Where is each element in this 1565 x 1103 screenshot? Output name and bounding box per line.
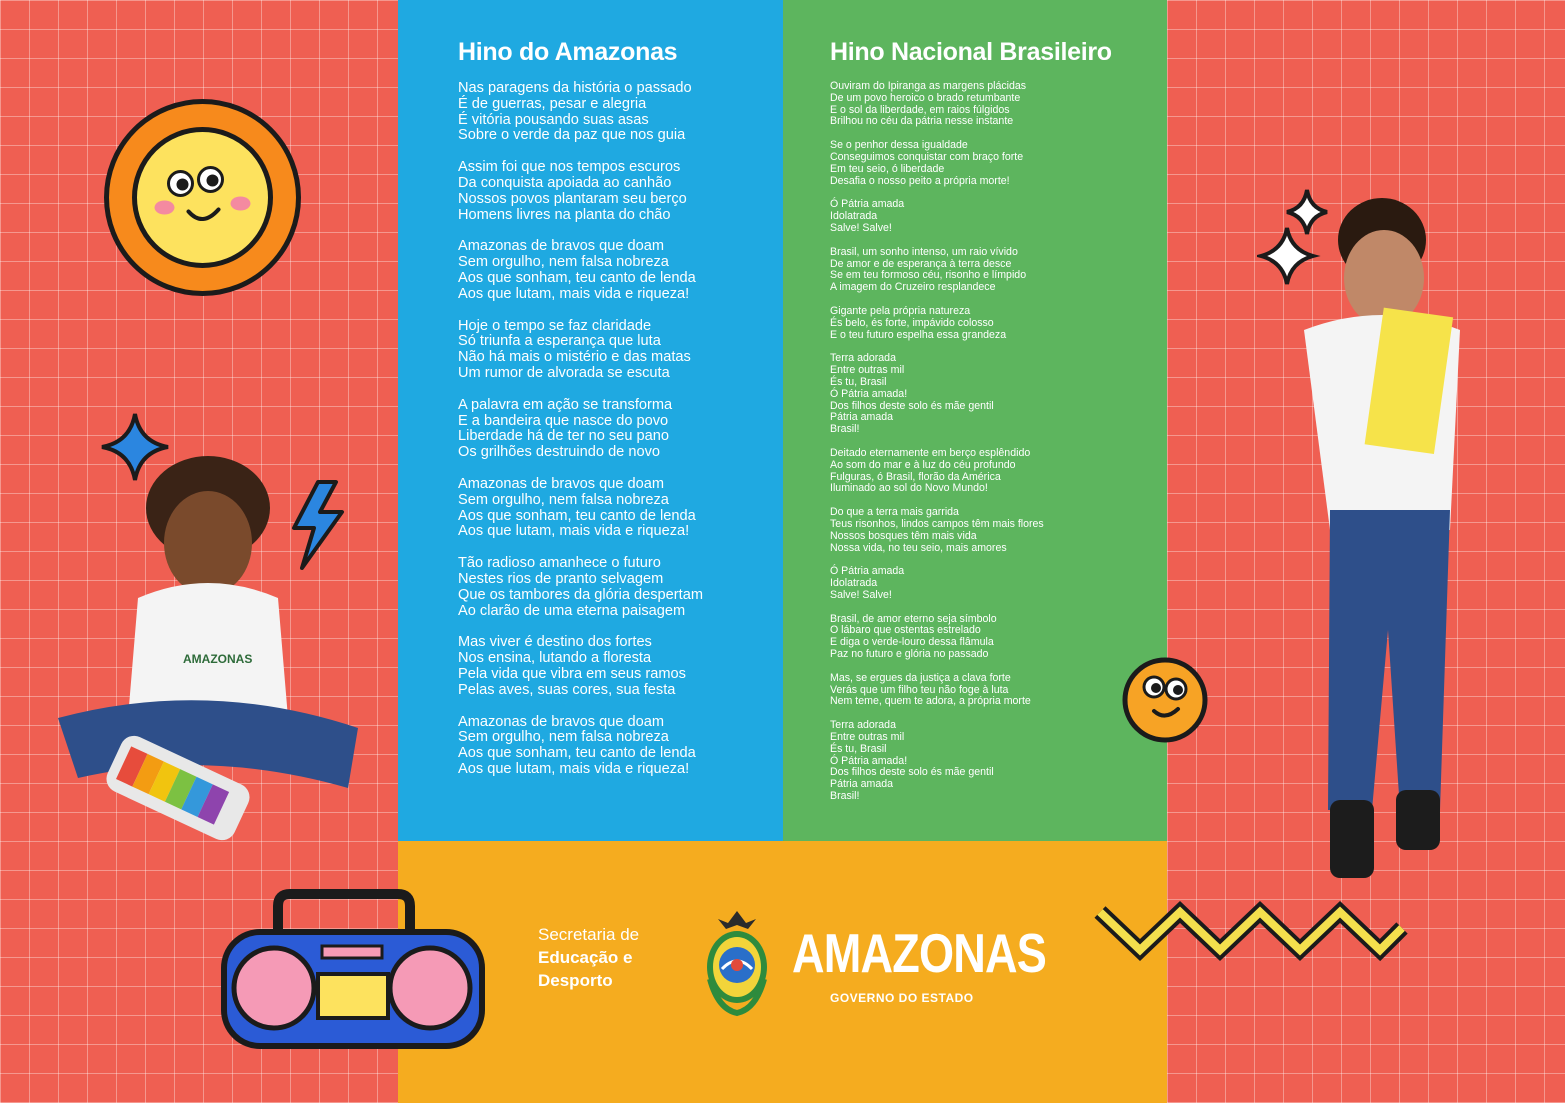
amazonas-brand: AMAZONAS	[792, 922, 1047, 984]
stanza	[458, 635, 783, 698]
lyric-line: Paz no futuro e glória no passado	[830, 648, 989, 661]
lyric-line: Nossos povos plantaram seu berço	[458, 190, 687, 207]
lyric-line: És belo, és forte, impávido colosso	[830, 316, 994, 329]
lyric-line: Aos que sonham, teu canto de lenda	[458, 507, 696, 524]
secretaria-line-2: Educação e	[538, 948, 633, 967]
lyric-line: Pelas aves, suas cores, sua festa	[458, 681, 676, 698]
lyric-line: Desafia o nosso peito a própria morte!	[830, 174, 1010, 187]
lyric-line: A palavra em ação se transforma	[458, 396, 673, 413]
lyric-line: Teus risonhos, lindos campos têm mais flores	[830, 517, 1044, 530]
lyric-line: Dos filhos deste solo és mãe gentil	[830, 766, 994, 779]
lyric-line: De amor e de esperança à terra desce	[830, 257, 1012, 270]
lyric-line: Os grilhões destruindo de novo	[458, 444, 661, 461]
lyric-line: Não há mais o mistério e das matas	[458, 349, 691, 366]
lyric-line: Ouviram do Ipiranga as margens plácidas	[830, 80, 1027, 92]
child-sitting-photo	[48, 448, 378, 908]
footer-band	[398, 841, 1167, 1103]
shirt-text: AMAZONAS	[183, 652, 253, 666]
lyric-line: És tu, Brasil	[830, 742, 887, 755]
lyric-line: Pátria amada	[830, 778, 894, 791]
lyric-line: Brasil, de amor eterno seja símbolo	[830, 612, 997, 625]
secretaria-line-1: Secretaria de	[538, 925, 640, 944]
lyric-line: Da conquista apoiada ao canhão	[458, 174, 672, 191]
lyric-line: Amazonas de bravos que doam	[458, 238, 665, 255]
lyric-line: Entre outras mil	[830, 364, 905, 377]
lyric-line: Fulguras, ó Brasil, florão da América	[830, 470, 1001, 483]
lyric-line: Sem orgulho, nem falsa nobreza	[458, 491, 669, 508]
lyric-line: E o teu futuro espelha essa grandeza	[830, 328, 1007, 341]
lyric-line: É vitória pousando suas asas	[458, 111, 649, 128]
lyric-line: Aos que sonham, teu canto de lenda	[458, 269, 696, 286]
lyric-line: Que os tambores da glória despertam	[458, 586, 703, 603]
lyric-line: És tu, Brasil	[830, 375, 887, 388]
hino-amazonas-lyrics	[458, 81, 783, 778]
lyric-line: Salve! Salve!	[830, 588, 892, 601]
lyric-line: Idolatrada	[830, 210, 878, 223]
lyric-line: Ó Pátria amada	[830, 565, 905, 578]
lyric-line: Se o penhor dessa igualdade	[830, 139, 968, 152]
stanza	[830, 448, 1167, 495]
lyric-line: Aos que sonham, teu canto de lenda	[458, 745, 696, 762]
stanza	[458, 160, 783, 223]
lyric-line: Um rumor de alvorada se escuta	[458, 364, 670, 381]
stanza	[830, 199, 1167, 234]
lyric-line: Brasil!	[830, 790, 860, 803]
lyric-line: Nossa vida, no teu seio, mais amores	[830, 541, 1007, 554]
lyric-line: Brasil, um sonho intenso, um raio vívido	[830, 245, 1018, 258]
lyric-line: Tão radioso amanhece o futuro	[458, 555, 661, 572]
lyric-line: Terra adorada	[830, 719, 896, 732]
lyric-line: Nem teme, quem te adora, a própria morte	[830, 695, 1031, 708]
stanza	[830, 247, 1167, 294]
stanza	[458, 81, 783, 144]
lyric-line: Mas viver é destino dos fortes	[458, 634, 652, 651]
stanza	[830, 306, 1167, 341]
lyric-line: É de guerras, pesar e alegria	[458, 95, 647, 112]
governo-estado-label: GOVERNO DO ESTADO	[830, 991, 974, 1005]
smiley-icon	[1120, 655, 1210, 745]
secretaria-line-3: Desporto	[538, 971, 613, 990]
lyric-line: Dos filhos deste solo és mãe gentil	[830, 399, 994, 412]
coat-of-arms-icon	[698, 909, 776, 1017]
lyric-line: Do que a terra mais garrida	[830, 506, 959, 519]
lyric-line: Salve! Salve!	[830, 221, 892, 234]
lyric-line: Brilhou no céu da pátria nesse instante	[830, 115, 1014, 128]
lyric-line: Mas, se ergues da justiça a clava forte	[830, 671, 1011, 684]
stanza	[830, 614, 1167, 661]
lyric-line: Nas paragens da história o passado	[458, 80, 692, 96]
zigzag-icon	[1092, 898, 1412, 968]
lyric-line: De um povo heroico o brado retumbante	[830, 91, 1021, 104]
stanza	[830, 81, 1167, 128]
lyric-line: Assim foi que nos tempos escuros	[458, 159, 681, 176]
lyric-line: Sobre o verde da paz que nos guia	[458, 127, 686, 144]
lyric-line: Aos que lutam, mais vida e riqueza!	[458, 760, 690, 777]
lyric-line: Homens livres na planta do chão	[458, 206, 671, 223]
stanza	[458, 477, 783, 540]
stanza	[830, 566, 1167, 601]
lyric-line: Liberdade há de ter no seu pano	[458, 428, 669, 445]
lyric-line: Iluminado ao sol do Novo Mundo!	[830, 482, 988, 495]
stanza	[830, 353, 1167, 436]
lyric-line: A imagem do Cruzeiro resplandece	[830, 281, 996, 294]
lyric-line: Ao clarão de uma eterna paisagem	[458, 602, 686, 619]
stanza	[458, 398, 783, 461]
lyric-line: Aos que lutam, mais vida e riqueza!	[458, 285, 690, 302]
stanza	[830, 673, 1167, 708]
lyric-line: Ó Pátria amada!	[830, 387, 908, 400]
lyric-line: Pátria amada	[830, 411, 894, 424]
lyric-line: Deitado eternamente em berço esplêndido	[830, 446, 1031, 459]
lyric-line: Ó Pátria amada!	[830, 754, 908, 767]
lyric-line: Verás que um filho teu não foge à luta	[830, 683, 1009, 696]
lyric-line: Gigante pela própria natureza	[830, 304, 971, 317]
hino-nacional-title: Hino Nacional Brasileiro	[830, 38, 1112, 66]
lyric-line: E diga o verde-louro dessa flâmula	[830, 636, 994, 649]
hino-amazonas-column	[398, 0, 783, 841]
stanza	[458, 239, 783, 302]
lyric-line: Conseguimos conquistar com braço forte	[830, 150, 1024, 163]
stanza	[458, 319, 783, 382]
lyric-line: Ó Pátria amada	[830, 198, 905, 211]
lyric-line: Sem orgulho, nem falsa nobreza	[458, 254, 669, 271]
lyric-line: Idolatrada	[830, 577, 878, 590]
lyric-line: Sem orgulho, nem falsa nobreza	[458, 729, 669, 746]
lyric-line: Brasil!	[830, 423, 860, 436]
lyric-line: Hoje o tempo se faz claridade	[458, 317, 652, 334]
lyric-line: Terra adorada	[830, 352, 896, 365]
stanza	[830, 720, 1167, 803]
lyric-line: Pela vida que vibra em seus ramos	[458, 665, 686, 682]
stanza	[458, 556, 783, 619]
hino-amazonas-title: Hino do Amazonas	[458, 38, 678, 66]
lyric-line: Amazonas de bravos que doam	[458, 713, 665, 730]
secretaria-label	[538, 923, 639, 992]
lyric-line: Nestes rios de pranto selvagem	[458, 570, 664, 587]
boombox-icon	[218, 888, 488, 1053]
lyric-line: E a bandeira que nasce do povo	[458, 412, 669, 429]
lyric-line: Nossos bosques têm mais vida	[830, 529, 977, 542]
sun-sticker-icon	[100, 95, 305, 300]
lyric-line: Aos que lutam, mais vida e riqueza!	[458, 523, 690, 540]
lyric-line: Em teu seio, ó liberdade	[830, 162, 945, 175]
stanza	[830, 140, 1167, 187]
lyric-line: Se em teu formoso céu, risonho e límpido	[830, 269, 1027, 282]
lyric-line: O lábaro que ostentas estrelado	[830, 624, 981, 637]
hino-nacional-column	[783, 0, 1167, 841]
child-standing-photo	[1270, 190, 1470, 885]
lyric-line: E o sol da liberdade, em raios fúlgidos	[830, 103, 1010, 116]
stanza	[830, 507, 1167, 554]
stanza	[458, 715, 783, 778]
lyric-line: Amazonas de bravos que doam	[458, 475, 665, 492]
lyric-line: Nos ensina, lutando a floresta	[458, 650, 652, 667]
hino-nacional-lyrics	[830, 81, 1167, 803]
lyric-line: Ao som do mar e à luz do céu profundo	[830, 458, 1016, 471]
lyric-line: Entre outras mil	[830, 731, 905, 744]
lyric-line: Só triunfa a esperança que luta	[458, 333, 661, 350]
